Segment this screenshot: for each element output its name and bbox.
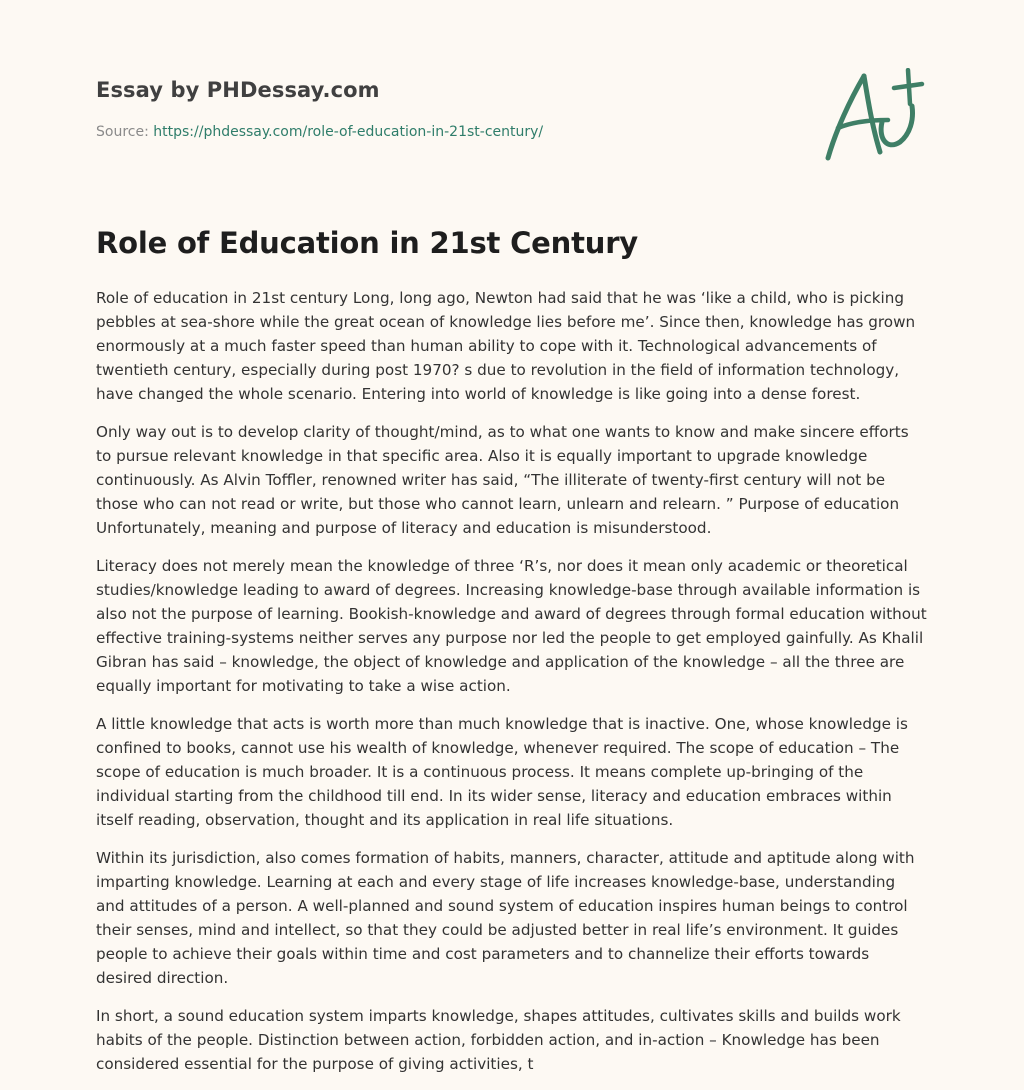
essay-paragraph: In short, a sound education system imparts knowledge, shapes attitudes, cultivates skills and builds work habits of the people. Distinction between action, forbidden action, and in-action – Knowledge has been considered essential for the purpose of giving activities, t xyxy=(96,1007,901,1073)
essay-paragraph: Within its jurisdiction, also comes formation of habits, manners, character, attitude and aptitude along with imparting knowledge. Learning at each and every stage of life increases knowledge-base, understanding and attitudes of a person. A well-planned and sound system of education inspires human beings to control their senses, mind and intellect, so that they could be adjusted better in real life’s environment. It guides people to achieve their goals within time and cost parameters and to channelize their efforts towards desired direction. xyxy=(96,849,915,987)
source-label: Source: xyxy=(96,124,154,140)
source-line xyxy=(96,124,543,140)
source-link[interactable]: https://phdessay.com/role-of-education-in-21st-century/ xyxy=(153,124,544,140)
essay-body xyxy=(96,286,928,1090)
essay-paragraph: Only way out is to develop clarity of thought/mind, as to what one wants to know and make sincere efforts to pursue relevant knowledge in that specific area. Also it is equally important to upgrade knowledge continuously. As Alvin Toffler, renowned writer has said, “The illiterate of twenty-first century will not be those who can not read or write, but those who cannot learn, unlearn and relearn. ” Purpose of education Unfortunately, meaning and purpose of literacy and education is misunderstood. xyxy=(96,423,909,537)
essay-paragraph: Role of education in 21st century Long, long ago, Newton had said that he was ‘like a child, who is picking pebbles at sea-shore while the great ocean of knowledge lies before me’. Since then, knowledge has grown enormously at a much faster speed than human ability to cope with it. Technological advancements of twentieth century, especially during post 1970? s due to revolution in the field of information technology, have changed the whole scenario. Entering into world of knowledge is like going into a dense forest. xyxy=(96,289,916,403)
site-brand: Essay by PHDessay.com xyxy=(96,78,380,102)
a-plus-grade-icon xyxy=(824,68,928,166)
essay-paragraph: Literacy does not merely mean the knowledge of three ‘R’s, nor does it mean only academic or theoretical studies/knowledge leading to award of degrees. Increasing knowledge-base through available information is also not the purpose of learning. Bookish-knowledge and award of degrees through formal education without effective training-systems neither serves any purpose nor led the people to get employed gainfully. As Khalil Gibran has said – knowledge, the object of knowledge and application of the knowledge – all the three are equally important for motivating to take a wise action. xyxy=(96,557,927,695)
essay-title: Role of Education in 21st Century xyxy=(96,226,639,260)
essay-page xyxy=(96,0,928,1076)
essay-paragraph: A little knowledge that acts is worth more than much knowledge that is inactive. One, whose knowledge is confined to books, cannot use his wealth of knowledge, whenever required. The scope of education – The scope of education is much broader. It is a continuous process. It means complete up-bringing of the individual starting from the childhood till end. In its wider sense, literacy and education embraces within itself reading, observation, thought and its application in real life situations. xyxy=(96,715,908,829)
